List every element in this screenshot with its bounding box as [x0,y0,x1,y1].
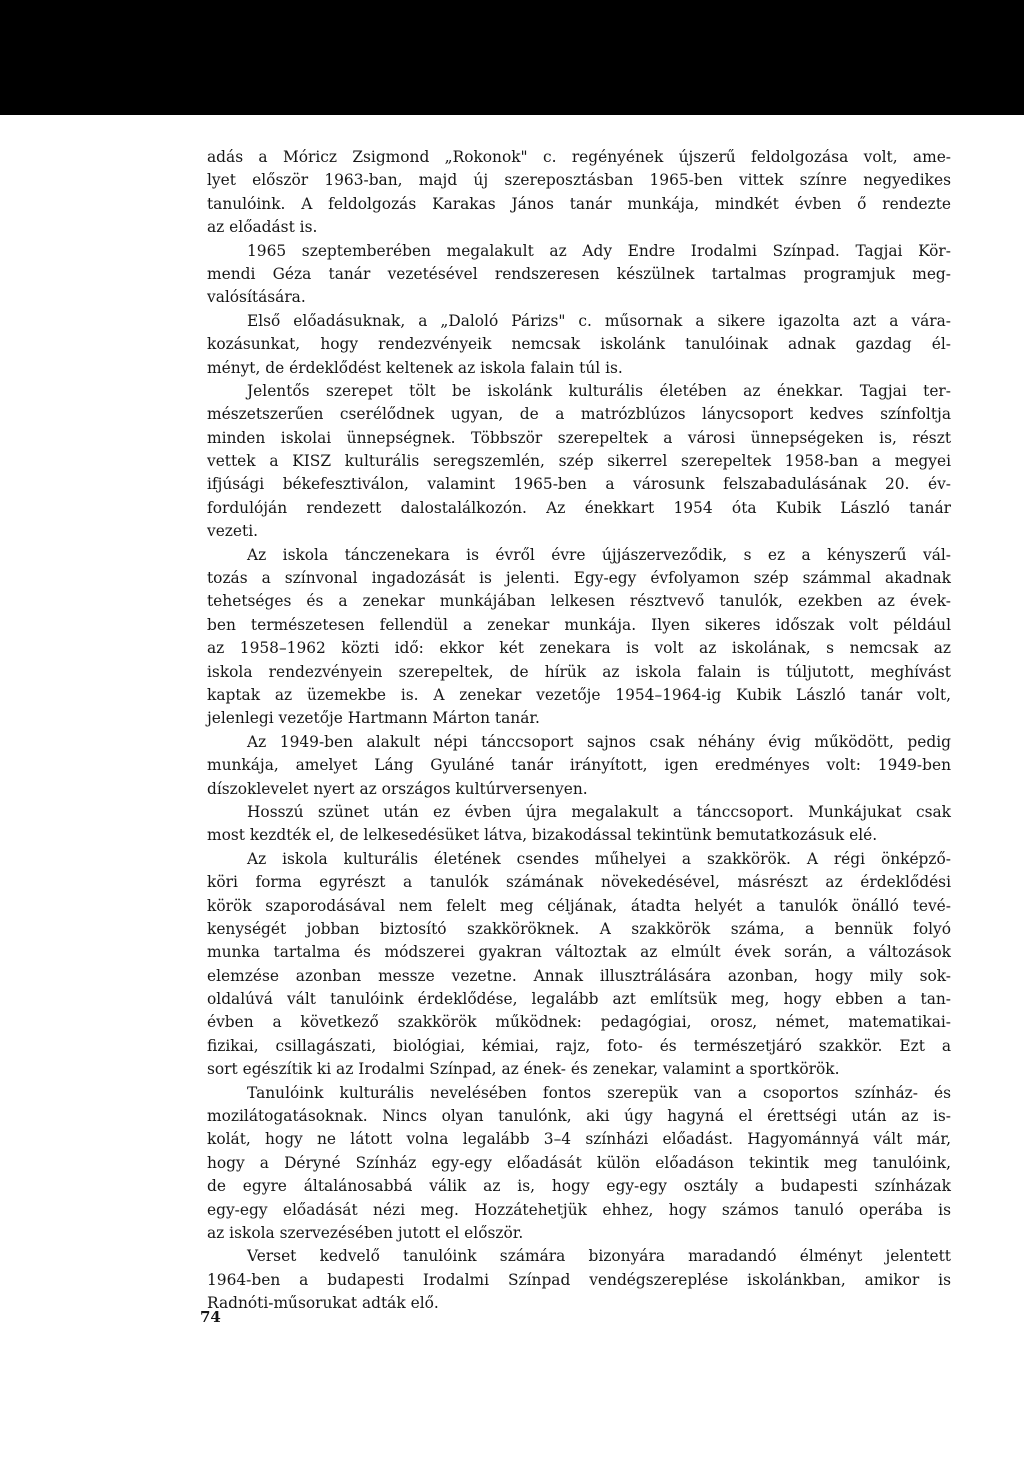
text-line: fordulóján rendezett dalostalálkozón. Az énekkart 1954 óta Kubik László tanár [207,498,951,517]
text-line: minden iskolai ünnepségnek. Többször szerepeltek a városi ünnepségeken is, részt [207,428,951,447]
text-line: lyet először 1963-ban, majd új szereposztásban 1965-ben vittek színre negyedikes [207,171,951,190]
text-line: az előadást is. [207,218,318,237]
text-line: Az iskola kulturális életének csendes műhelyei a szakkörök. A régi önképző- [247,849,951,868]
text-line: valósítására. [207,288,306,307]
text-line: tozás a színvonal ingadozását is jelenti. Egy-egy évfolyamon szép számmal akadnak [207,569,951,588]
text-line: Radnóti-műsorukat adták elő. [207,1294,439,1313]
text-line: ben természetesen fellendül a zenekar munkája. Ilyen sikeres időszak volt például [207,615,951,634]
text-line: sort egészítik ki az Irodalmi Színpad, az ének- és zenekar, valamint a sportkörök. [207,1060,840,1079]
text-line: munkája, amelyet Láng Gyuláné tanár irányított, igen eredményes volt: 1949-ben [207,756,951,775]
text-line: tanulóink. A feldolgozás Karakas János tanár munkája, mindkét évben ő rendezte [207,194,951,213]
text-line: díszoklevelet nyert az országos kultúrversenyen. [207,779,588,798]
text-line: kenységét jobban biztosító szakköröknek. A szakkörök száma, a bennük folyó [207,919,951,938]
text-line: vezeti. [207,522,259,541]
paragraph [207,544,951,731]
text-line: oldalúvá vált tanulóink érdeklődése, legalább azt említsük meg, hogy ebben a tan- [207,990,951,1009]
text-line: most kezdték el, de lelkesedésüket látva, bizakodással tekintünk bemutatkozásuk elé. [207,826,878,845]
paragraph [207,848,951,1082]
paragraph [207,146,951,240]
text-line: ifjúsági békefesztiválon, valamint 1965-ben a városunk felszabadulásának 20. év- [207,475,951,494]
text-line: de egyre általánosabbá válik az is, hogy egy-egy osztály a budapesti színházak [207,1177,951,1196]
paragraph [207,731,951,801]
text-line: egy-egy előadását nézi meg. Hozzátehetjük ehhez, hogy számos tanuló operába is [207,1200,951,1219]
text-line: mozilátogatásoknak. Nincs olyan tanulónk, aki úgy hagyná el érettségi után az is- [207,1107,951,1126]
text-line: kozásunkat, hogy rendezvényeik nemcsak iskolánk tanulóinak adnak gazdag él- [207,335,951,354]
text-line: Az iskola tánczenekara is évről évre újjászerveződik, s ez a kényszerű vál- [247,545,951,564]
text-line: Első előadásuknak, a „Daloló Párizs" c. műsornak a sikere igazolta azt a vára- [247,311,951,330]
text-line: ményt, de érdeklődést keltenek az iskola falain túl is. [207,358,623,377]
text-line: iskola rendezvényein szerepeltek, de hírük az iskola falain is túljutott, meghívást [207,662,951,681]
scan-top-border [0,0,1024,115]
text-line: 1965 szeptemberében megalakult az Ady Endre Irodalmi Színpad. Tagjai Kör- [247,241,951,260]
text-line: mendi Géza tanár vezetésével rendszeresen készülnek tartalmas programjuk meg- [207,264,951,283]
text-line: jelenlegi vezetője Hartmann Márton tanár. [207,709,540,728]
text-line: az 1958–1962 közti idő: ekkor két zenekara is volt az iskolának, s nemcsak az [207,639,951,658]
text-line: elemzése azonban messze vezetne. Annak illusztrálására azonban, hogy mily sok- [207,966,951,985]
text-line: Az 1949-ben alakult népi tánccsoport sajnos csak néhány évig működött, pedig [247,732,951,751]
body-text [207,146,951,1316]
page-number: 74 [200,1308,221,1326]
text-line: fizikai, csillagászati, biológiai, kémiai, rajz, foto- és természetjáró szakkör. Ezt a [207,1036,951,1055]
text-line: Verset kedvelő tanulóink számára bizonyára maradandó élményt jelentett [247,1247,951,1266]
paragraph [207,310,951,380]
text-line: Tanulóink kulturális nevelésében fontos szerepük van a csoportos színház- és [247,1083,951,1102]
text-line: kaptak az üzemekbe is. A zenekar vezetője 1954–1964-ig Kubik László tanár volt, [207,685,951,704]
text-line: köri forma egyrészt a tanulók számának növekedésével, másrészt az érdeklődési [207,873,951,892]
text-line: az iskola szervezésében jutott el először. [207,1223,524,1242]
paragraph [207,1082,951,1246]
text-line: vettek a KISZ kulturális seregszemlén, szép sikerrel szerepeltek 1958-ban a megyei [207,452,951,471]
text-line: adás a Móricz Zsigmond „Rokonok" c. regényének újszerű feldolgozása volt, ame- [207,148,951,166]
text-line: Jelentős szerepet tölt be iskolánk kulturális életében az énekkar. Tagjai ter- [247,381,951,400]
text-line: tehetséges és a zenekar munkájában lelkesen résztvevő tanulók, ezekben az évek- [207,592,951,611]
text-line: Hosszú szünet után ez évben újra megalakult a tánccsoport. Munkájukat csak [247,802,951,821]
text-line: munka tartalma és módszerei gyakran változtak az elmúlt évek során, a változások [207,943,951,962]
text-line: körök szaporodásával nem felelt meg céljának, átadta helyét a tanulók önálló tevé- [207,896,951,915]
text-line: hogy a Déryné Színház egy-egy előadását külön előadáson tekintik meg tanulóink, [207,1153,951,1172]
paragraph [207,380,951,544]
paragraph [207,1245,951,1315]
paragraph [207,801,951,848]
text-line: mészetszerűen cserélődnek ugyan, de a matrózblúzos lánycsoport kedves színfoltja [207,405,951,424]
paragraph [207,240,951,310]
text-line: 1964-ben a budapesti Irodalmi Színpad vendégszereplése iskolánkban, amikor is [207,1270,951,1289]
text-line: évben a következő szakkörök működnek: pedagógiai, orosz, német, matematikai- [207,1013,951,1032]
text-line: kolát, hogy ne látott volna legalább 3–4 színházi előadást. Hagyománnyá vált már, [207,1130,951,1149]
